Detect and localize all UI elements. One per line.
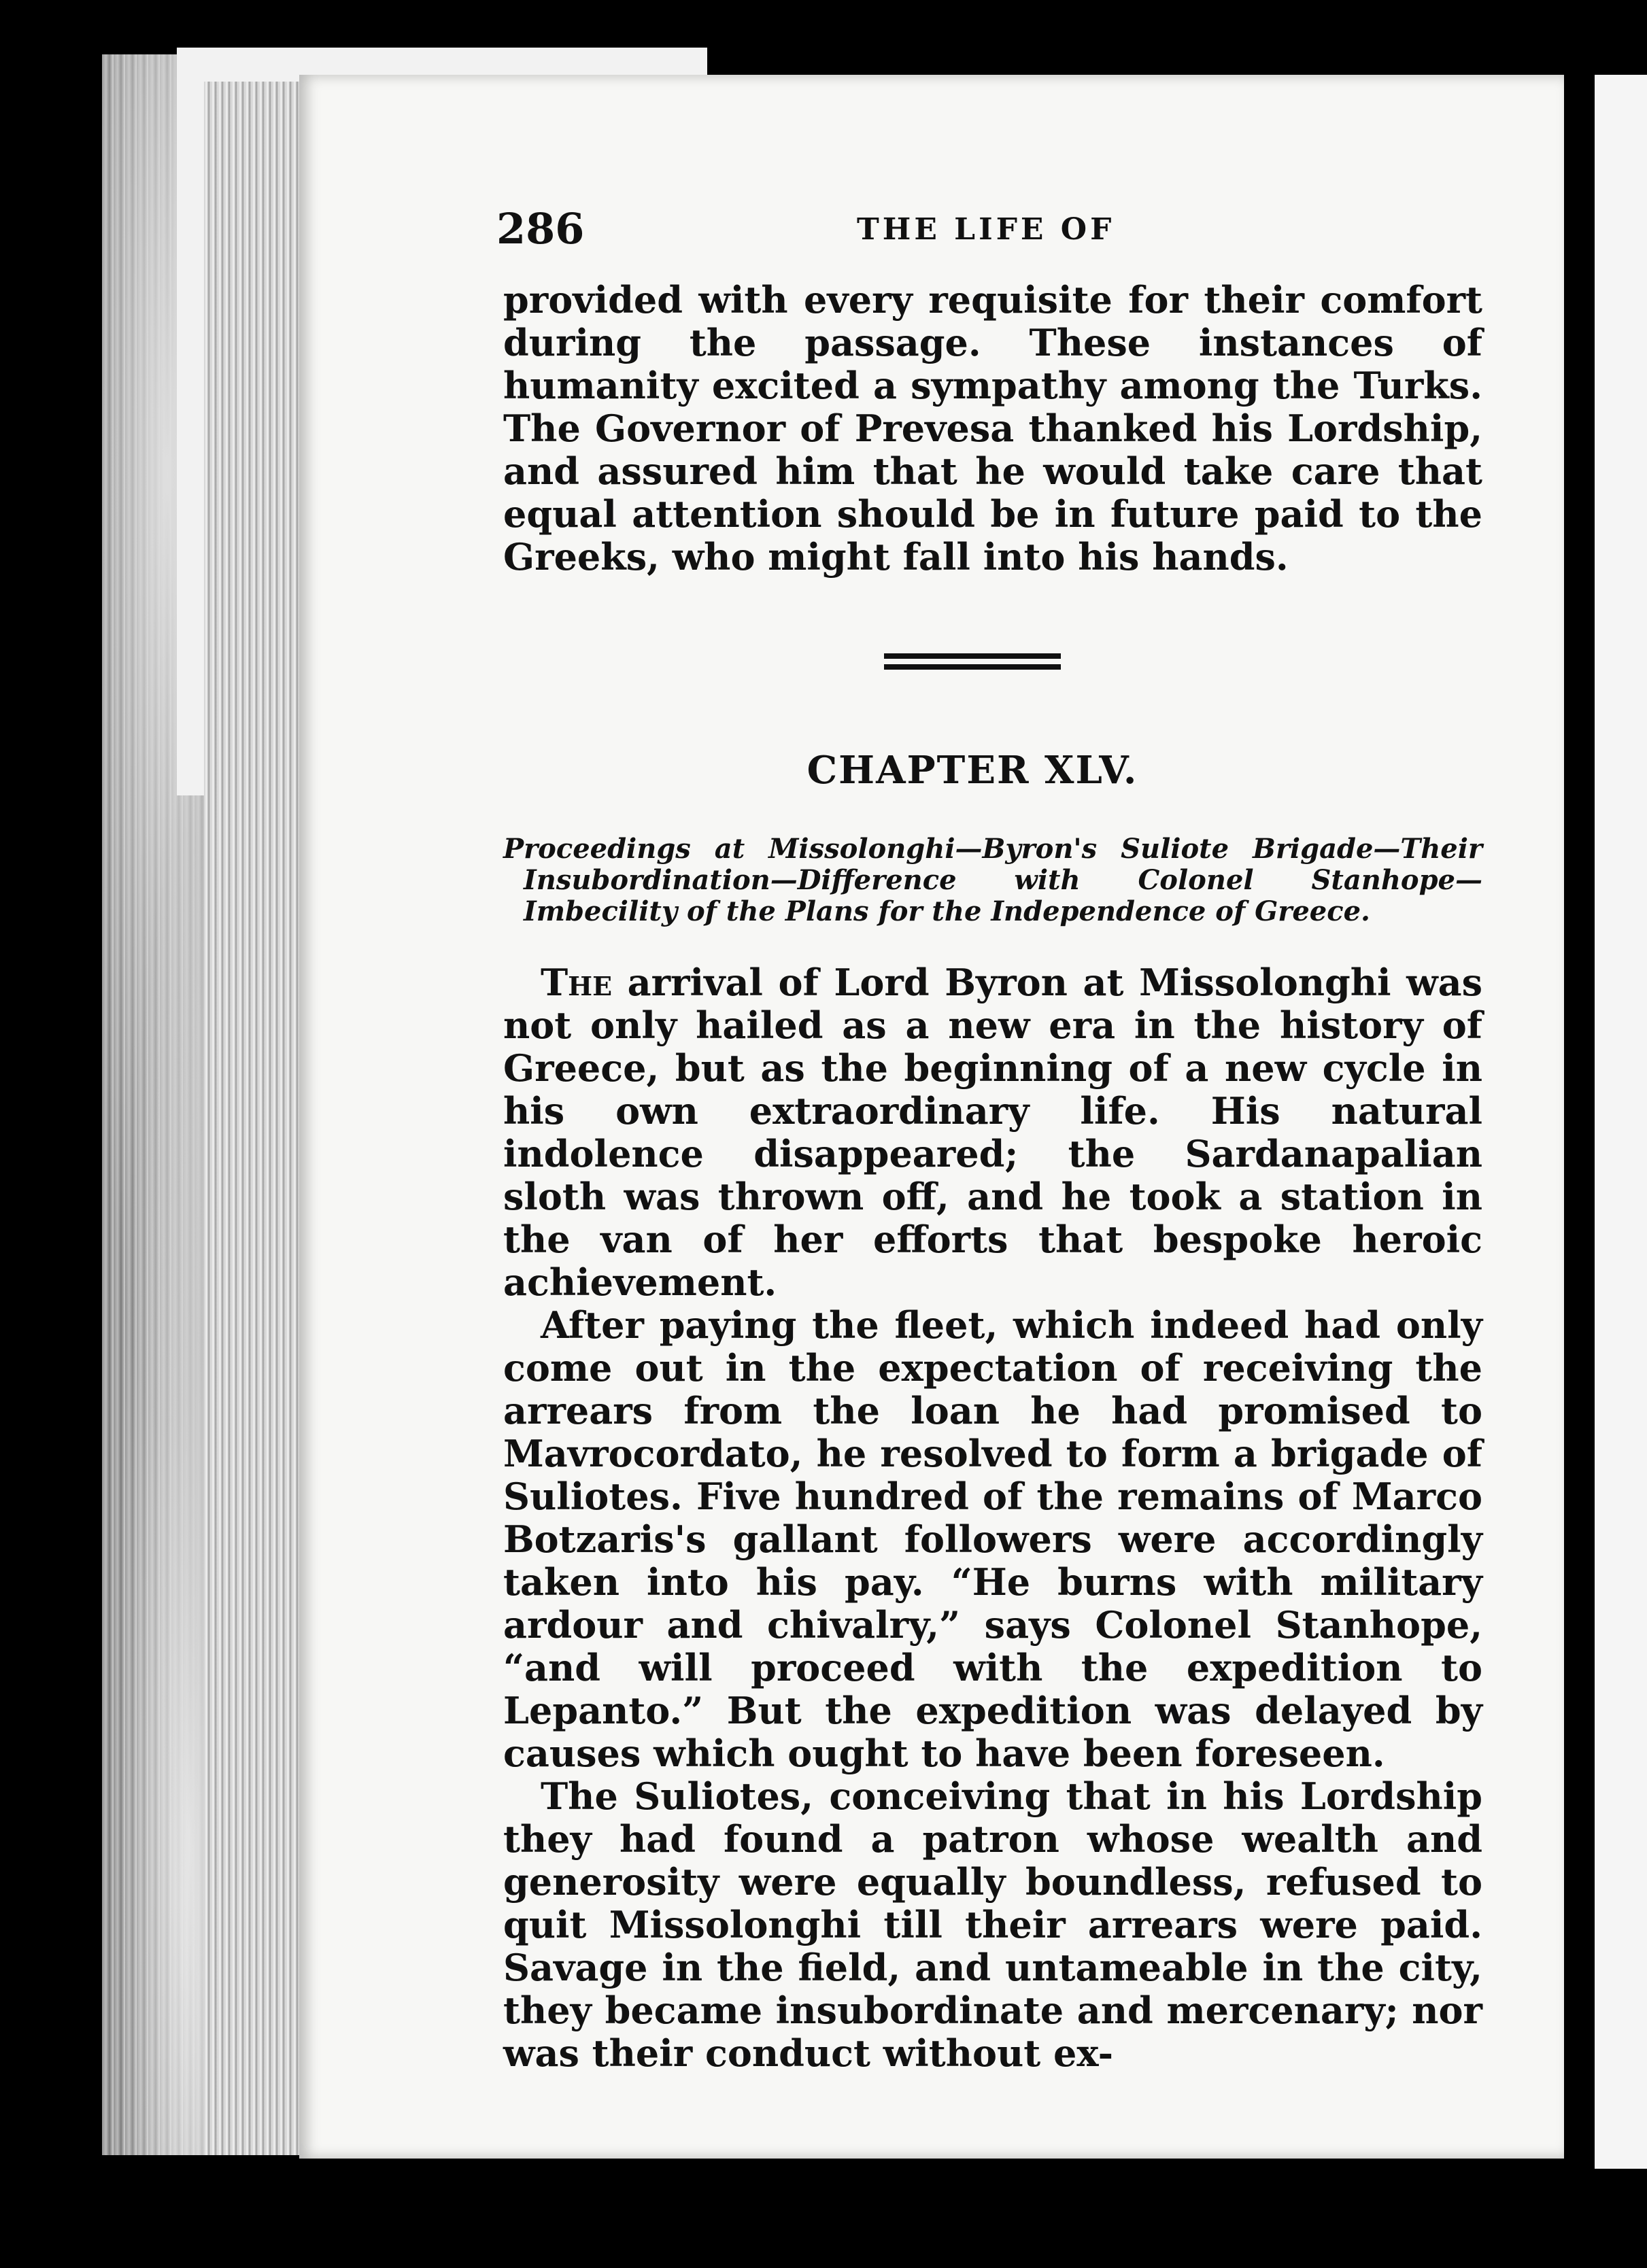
chapter-title: CHAPTER XLV.	[806, 748, 1138, 793]
divider-rule-top	[884, 653, 1061, 659]
opening-word: The	[541, 961, 613, 1004]
chapter-paragraph-1	[503, 961, 1482, 1304]
page-header	[496, 204, 1482, 279]
chapter-synopsis: Proceedings at Missolonghi—Byron's Suliote Brigade—Their Insubordination—Difference with Colonel Stanhope—Imbecility of the Plans for the Independence of Greece.	[503, 833, 1482, 927]
chapter-paragraph-3: The Suliotes, conceiving that in his Lordship they had found a patron whose wealth and generosity were equally boundless, refused to quit Missolonghi till their arrears were paid. Savage in the field, and untameable in the city, they became insubordinate and mercenary; nor was their conduct without ex-	[503, 1774, 1482, 2075]
chapter-paragraph-2: After paying the fleet, which indeed had only come out in the expectation of receiving the arrears from the loan he had promised to Mavrocordato, he resolved to form a brigade of Suliotes. Five hundred of the remains of Marco Botzaris's gallant followers were accordingly taken into his pay. “He burns with military ardour and chivalry,” says Colonel Stanhope, “and will proceed with the expedition to Lepanto.” But the expedition was delayed by causes which ought to have been foreseen.	[503, 1303, 1482, 1775]
section-divider	[884, 653, 1061, 670]
continued-paragraph: provided with every requisite for their comfort during the passage. These instances of humanity excited a sympathy among the Turks. The Governor of Prevesa thanked his Lordship, and assured him that he would take care that equal attention should be in future paid to the Greeks, who might fall into his hands.	[503, 278, 1482, 579]
page-number: 286	[496, 204, 585, 254]
chapter-body	[503, 961, 1482, 2075]
page-content	[496, 204, 1482, 2075]
facing-page-edge	[1595, 75, 1647, 2169]
paragraph-text: arrival of Lord Byron at Missolonghi was not only hailed as a new era in the history of Greece, but as the beginning of a new cycle in his own extraordinary life. His natural indolence disappeared; the Sardanapalian sloth was thrown off, and he took a station in the van of her efforts that bespoke heroic achievement.	[503, 961, 1482, 1304]
divider-rule-bottom	[884, 664, 1061, 670]
running-head: THE LIFE OF	[857, 212, 1115, 247]
book-page	[299, 75, 1564, 2159]
